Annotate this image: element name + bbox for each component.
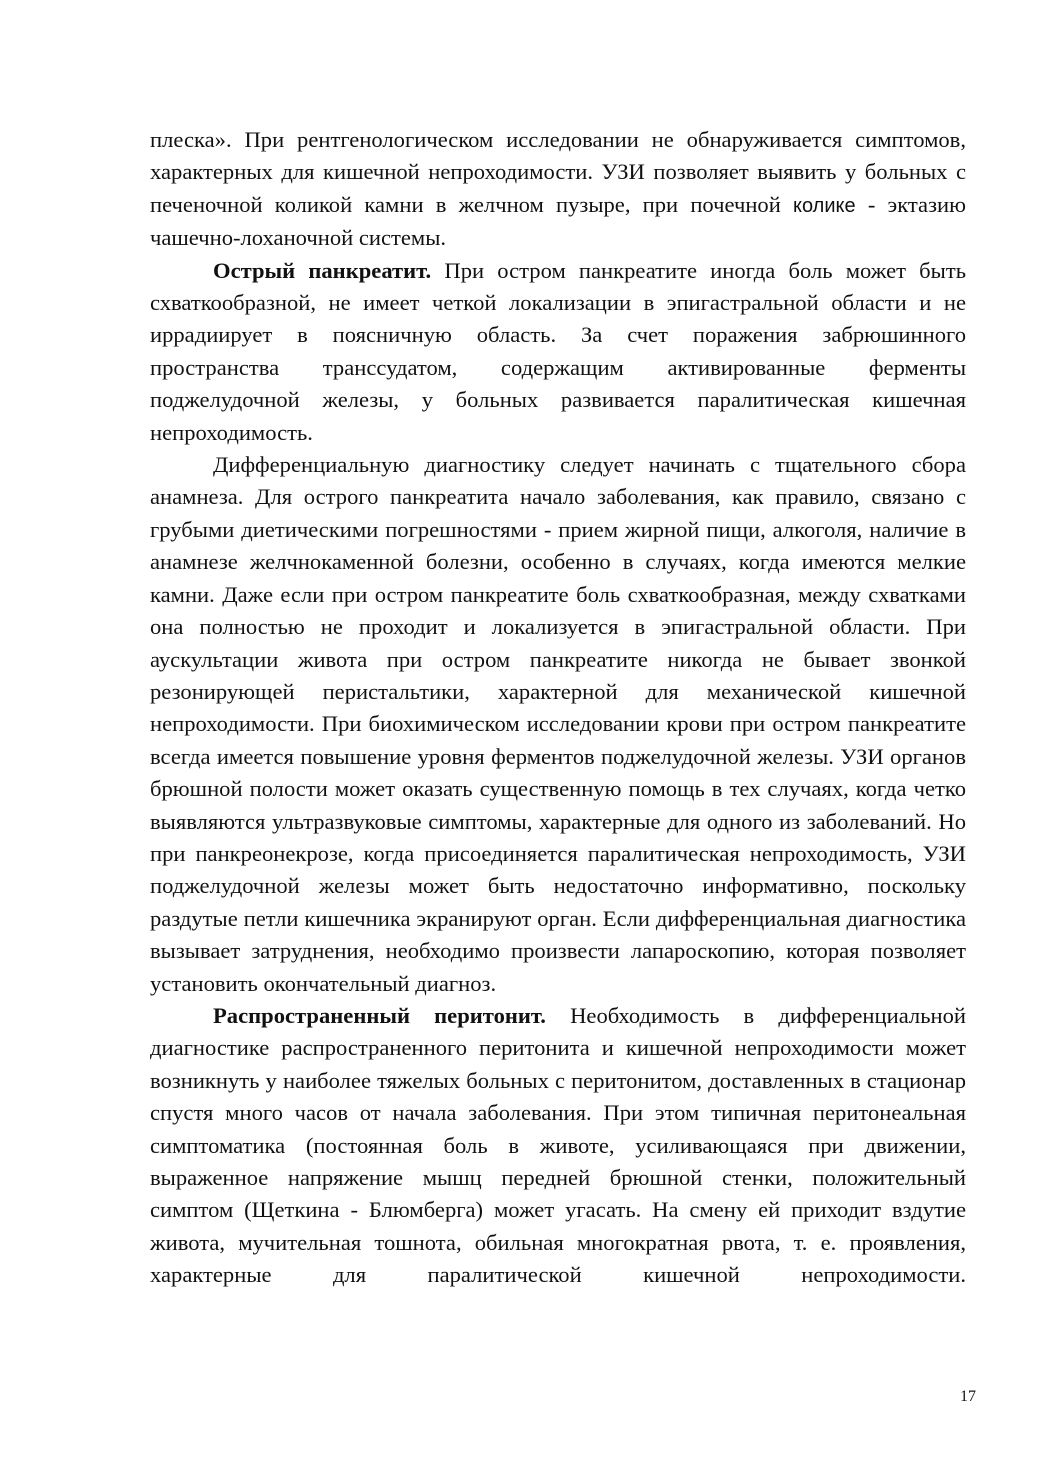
paragraph-text: При остром панкреатите иногда боль может быть схваткообразной, не имеет четкой локализации в эпигастральной области и не иррадиирует в поясничную область. За счет поражения забрюшинного пространства транссудатом, содержащим активированные ферменты поджелудочной железы, у больных развивается паралитическая кишечная непроходимость. <box>150 257 966 445</box>
paragraph-continuation <box>150 124 966 255</box>
paragraph-diffuse-peritonitis <box>150 1000 966 1292</box>
document-page <box>150 124 966 1292</box>
paragraph-text: Необходимость в дифференциальной диагностике распространенного перитонита и кишечной непроходимости может возникнуть у наиболее тяжелых больных с перитонитом, доставленных в стационар спустя много часов от начала заболевания. При этом типичная перитонеальная симптоматика (постоянная боль в животе, усиливающаяся при движении, выраженное напряжение мышц передней брюшной стенки, положительный симптом (Щеткина - Блюмберга) может угасать. На смену ей приходит вздутие живота, мучительная тошнота, обильная многократная рвота, т. е. проявления, характерные для паралитической кишечной непроходимости. <box>150 1002 966 1288</box>
section-heading-acute-pancreatitis: Острый панкреатит. <box>213 257 432 283</box>
paragraph-differential-diagnosis <box>150 449 966 1000</box>
paragraph-text: плеска». При рентгенологическом исследовании не обнаруживается симптомов, характерных для кишечной непроходимости. УЗИ позволяет выявить у больных с печеночной коликой камни в желчном пузыре, при почечной <box>150 127 966 217</box>
sans-font-word: колике <box>793 194 856 217</box>
paragraph-text-end: - эктазию чашечно-лоханочной системы. <box>150 191 966 251</box>
paragraph-acute-pancreatitis <box>150 255 966 449</box>
paragraph-text: Дифференциальную диагностику следует начинать с тщательного сбора анамнеза. Для острого панкреатита начало заболевания, как правило, связано с грубыми диетическими погрешностями - прием жирной пищи, алкоголя, наличие в анамнезе желчнокаменной болезни, особенно в случаях, когда имеются мелкие камни. Даже если при остром панкреатите боль схваткообразная, между схватками она полностью не проходит и локализуется в эпигастральной области. При аускультации живота при остром панкреатите никогда не бывает звонкой резонирующей перистальтики, характерной для механической кишечной непроходимости. При биохимическом исследовании крови при остром панкреатите всегда имеется повышение уровня ферментов поджелудочной железы. УЗИ органов брюшной полости может оказать существенную помощь в тех случаях, когда четко выявляются ультразвуковые симптомы, характерные для одного из заболеваний. Но при панкреонекрозе, когда присоединяется паралитическая непроходимость, УЗИ поджелудочной железы может быть недостаточно информативно, поскольку раздутые петли кишечника экранируют орган. Если дифференциальная диагностика вызывает затруднения, необходимо произвести лапароскопию, которая позволяет установить окончательный диагноз. <box>150 452 966 996</box>
section-heading-diffuse-peritonitis: Распространенный перитонит. <box>213 1002 546 1028</box>
page-number: 17 <box>960 1388 976 1405</box>
